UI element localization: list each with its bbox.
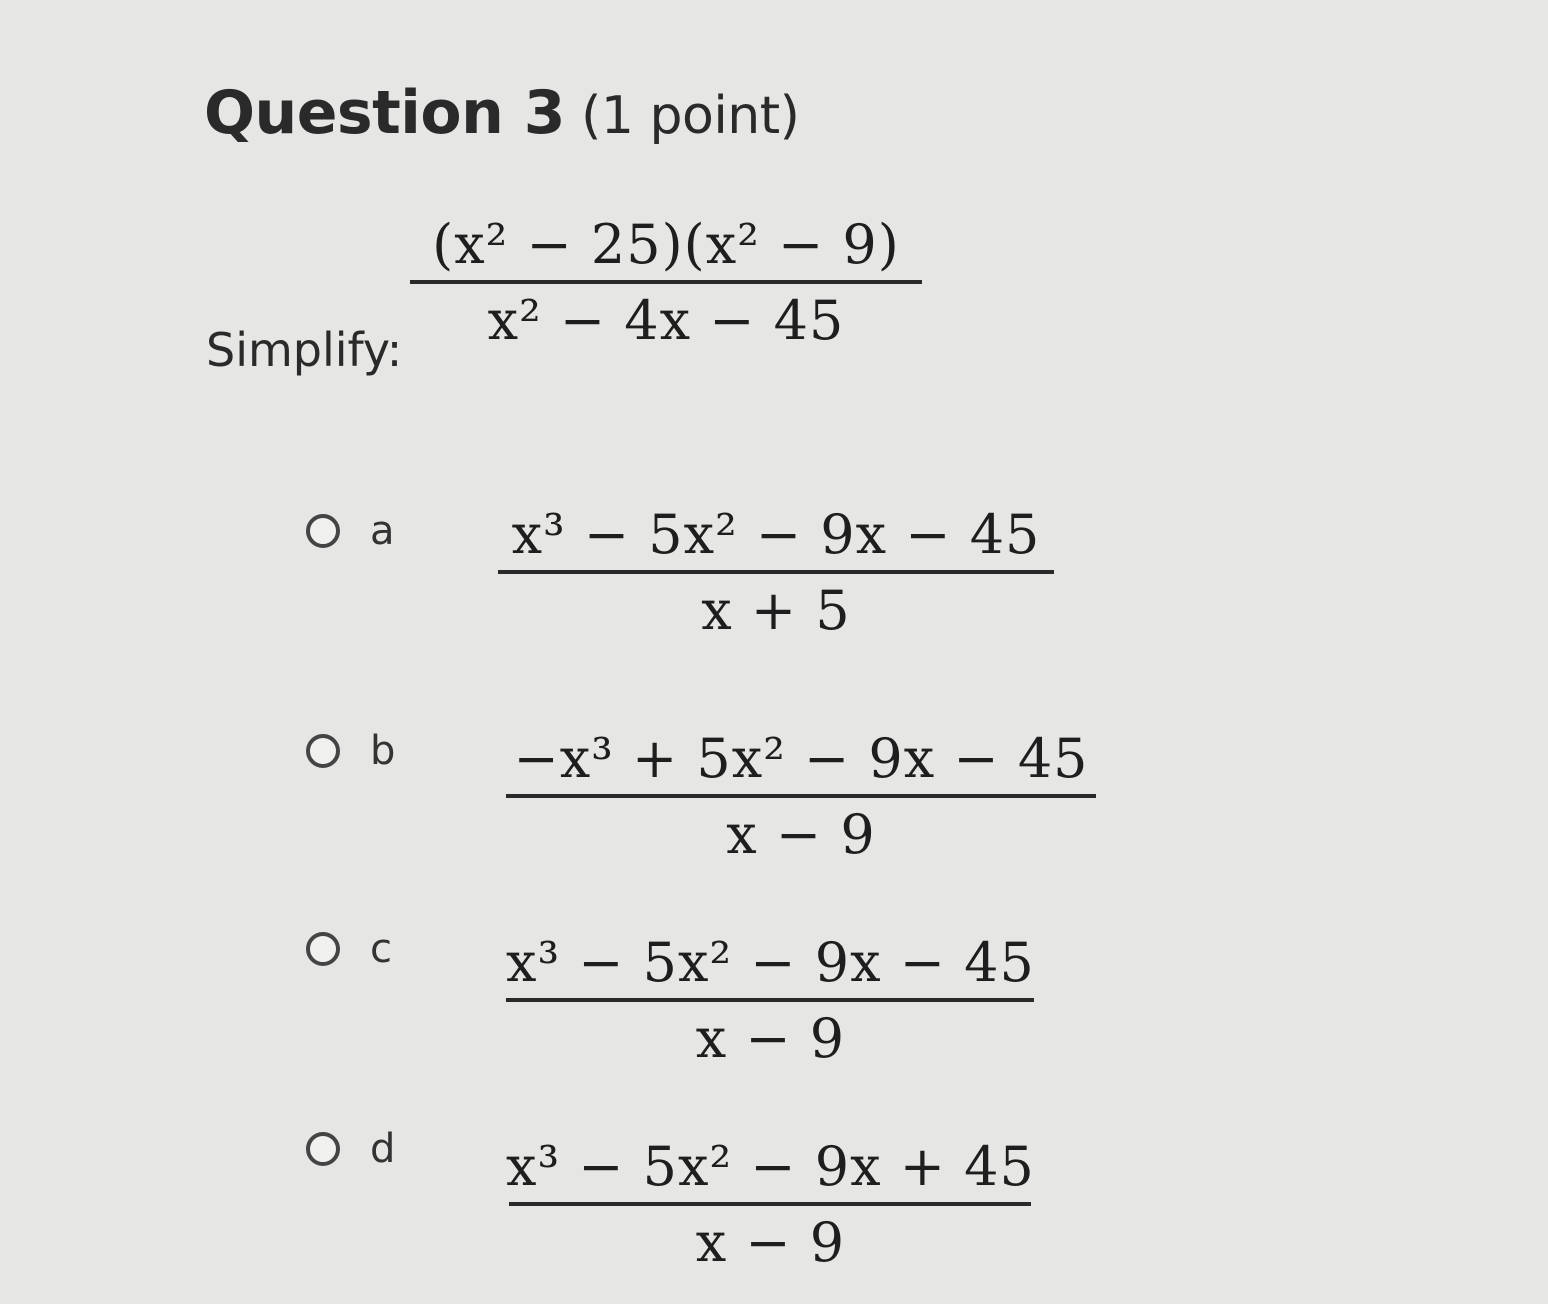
option-c[interactable]: [306, 926, 392, 972]
fraction-bar: [506, 794, 1096, 798]
option-d-denominator: x − 9: [695, 1211, 846, 1274]
fraction-bar: [509, 1202, 1031, 1206]
option-a-denominator: x + 5: [701, 579, 851, 642]
option-d[interactable]: [306, 1126, 395, 1172]
option-d-numerator: x³ − 5x² − 9x + 45: [506, 1135, 1035, 1198]
option-c-numerator: x³ − 5x² − 9x − 45: [506, 931, 1035, 994]
option-b-expression: [506, 727, 1096, 866]
option-a-radio[interactable]: [306, 514, 340, 548]
question-expression: [410, 213, 922, 352]
option-c-radio[interactable]: [306, 932, 340, 966]
option-b[interactable]: [306, 728, 395, 774]
expression-denominator: x² − 4x − 45: [487, 289, 845, 352]
fraction-bar: [498, 570, 1054, 574]
option-d-radio[interactable]: [306, 1132, 340, 1166]
option-c-denominator: x − 9: [695, 1007, 846, 1070]
question-title: Question 3: [204, 78, 565, 148]
question-header: [204, 78, 799, 148]
fraction-bar: [410, 280, 922, 284]
prompt-label: Simplify:: [206, 323, 403, 377]
option-b-radio[interactable]: [306, 734, 340, 768]
option-c-expression: [506, 931, 1035, 1070]
option-a-numerator: x³ − 5x² − 9x − 45: [511, 503, 1041, 566]
option-b-numerator: −x³ + 5x² − 9x − 45: [513, 727, 1089, 790]
expression-numerator: (x² − 25)(x² − 9): [432, 213, 900, 276]
option-b-denominator: x − 9: [726, 803, 876, 866]
option-a-expression: [498, 503, 1054, 642]
option-d-expression: [506, 1135, 1035, 1274]
question-points: (1 point): [581, 86, 800, 146]
option-a-letter: a: [370, 508, 395, 554]
fraction-bar: [506, 998, 1034, 1002]
option-a[interactable]: [306, 508, 395, 554]
option-d-letter: d: [370, 1126, 396, 1172]
option-c-letter: c: [370, 926, 392, 972]
option-b-letter: b: [370, 728, 396, 774]
